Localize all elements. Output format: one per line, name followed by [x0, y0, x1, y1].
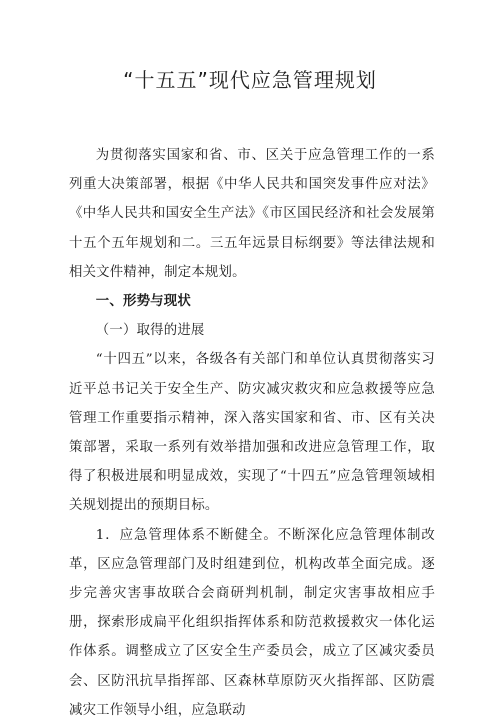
document-title: “十五五”现代应急管理规划: [123, 68, 377, 92]
document-body: [69, 141, 435, 725]
intro-paragraph: 为贯彻落实国家和省、市、区关于应急管理工作的一系列重大决策部署，根据《中华人民共和国突发事件应对法》《中华人民共和国安全生产法》《市区国民经济和社会发展第十五个五年规划和二。三五年远景目标纲要》等法律法规和相关文件精神，制定本规划。: [69, 148, 435, 280]
progress-paragraph: “十四五”以来，各级各有关部门和单位认真贯彻落实习近平总书记关于安全生产、防灾减灾救灾和应急救援等应急管理工作重要指示精神，深入落实国家和省、市、区有关决策部署，采取一系列有效举措加强和改进应急管理工作，取得了积极进展和明显成效，实现了“十四五”应急管理领域相关规划提出的预期目标。: [69, 352, 435, 514]
point-1-paragraph: 1．应急管理体系不断健全。不断深化应急管理体制改革，区应急管理部门及时组建到位，机构改革全面完成。逐步完善灾害事故联合会商研判机制，制定灾害事故相应手册，探索形成扁平化组织指挥体系和防范救援救灾一体化运作体系。调整成立了区安全生产委员会，成立了区减灾委员会、区防汛抗旱指挥部、区森林草原防灭火指挥部、区防震减灾工作领导小组，应急联动: [69, 527, 435, 718]
subsection-heading: （一）取得的进展: [95, 323, 205, 339]
section-heading: 一、形势与现状: [95, 294, 191, 310]
